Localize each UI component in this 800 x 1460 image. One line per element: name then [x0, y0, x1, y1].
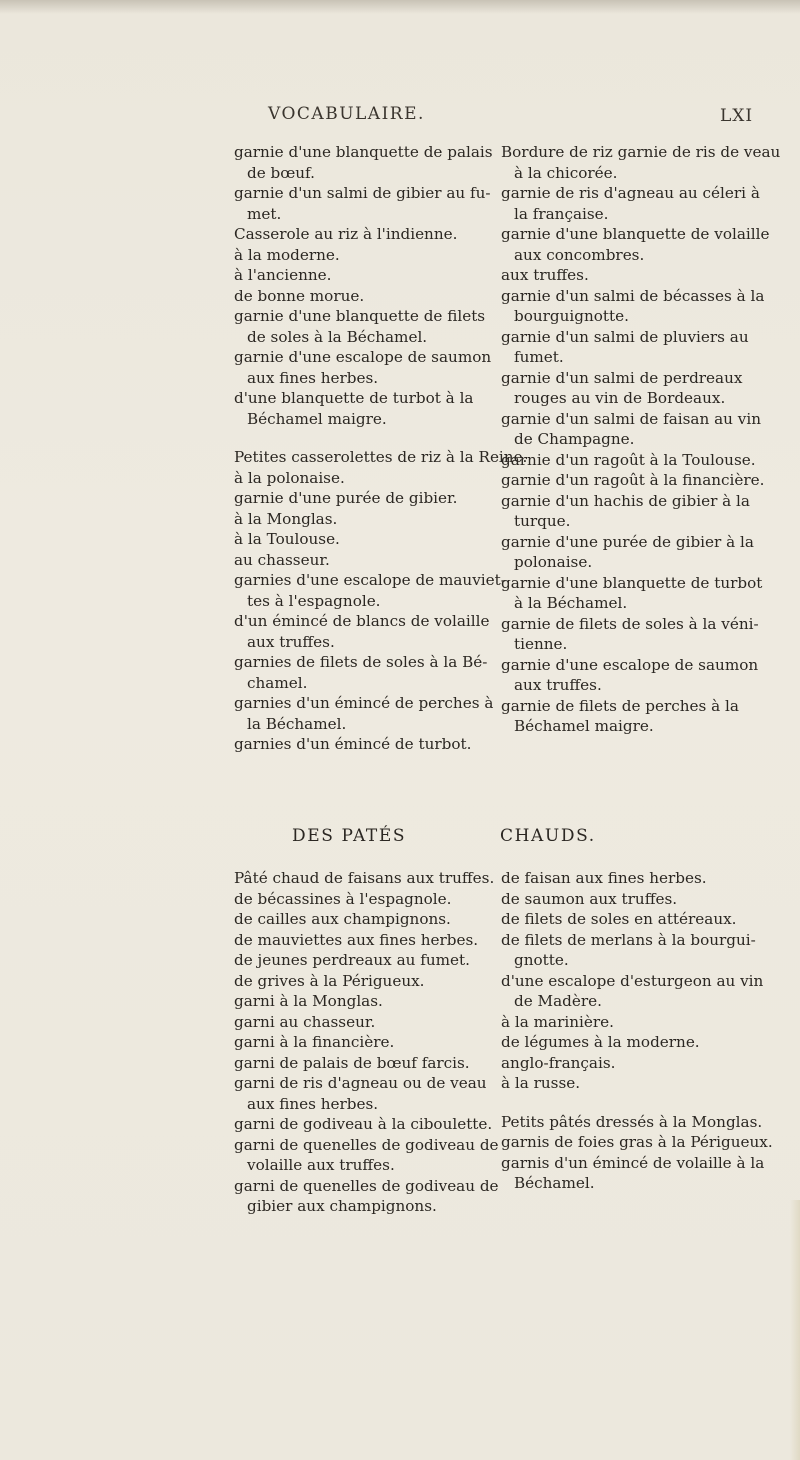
text-line: de faisan aux fines herbes. [501, 869, 707, 887]
section-heading-left: DES PATÉS [292, 826, 407, 846]
text-line: turque. [514, 512, 571, 530]
text-line: de saumon aux truffes. [501, 889, 678, 908]
text-line: garni de quenelles de godiveau de [234, 1176, 499, 1195]
text-line: Petits pâtés dressés à la Monglas. [501, 1112, 763, 1131]
text-line: la française. [514, 204, 609, 223]
column-top-left [234, 142, 534, 755]
text-line: garnie d'un salmi de pluviers au [501, 327, 749, 346]
text-line: de filets de soles en attéreaux. [501, 910, 737, 928]
text-line: Casserole au riz à l'indienne. [234, 225, 458, 243]
text-line: garnie d'une purée de gibier. [234, 489, 458, 507]
running-title: VOCABULAIRE. [268, 104, 425, 124]
text-line: garnie d'un ragoût à la Toulouse. [501, 450, 756, 469]
text-line: garni à la Monglas. [234, 992, 383, 1010]
text-line: volaille aux truffes. [247, 1156, 395, 1174]
text-line: de grives à la Périgueux. [234, 971, 425, 990]
text-line: garni de palais de bœuf farcis. [234, 1053, 470, 1072]
text-line: Petites casserolettes de riz à la Reine. [234, 448, 528, 466]
text-line: de cailles aux champignons. [234, 910, 451, 928]
text-line: garnie d'un hachis de gibier à la [501, 491, 750, 510]
text-line: tienne. [514, 635, 568, 653]
text-line: garnie de filets de perches à la [501, 696, 739, 715]
text-line: aux truffes. [247, 632, 335, 651]
text-line: garnie d'un salmi de bécasses à la [501, 286, 765, 305]
text-line: garnis d'un émincé de volaille à la [501, 1153, 765, 1172]
text-line: garnie d'une blanquette de volaille [501, 225, 770, 243]
text-line: à la marinière. [501, 1012, 614, 1031]
text-line: garnis de foies gras à la Périgueux. [501, 1133, 773, 1151]
text-line: à l'ancienne. [234, 266, 332, 284]
text-line: gnotte. [514, 951, 569, 969]
text-line: Pâté chaud de faisans aux truffes. [234, 869, 495, 887]
text-line: au chasseur. [234, 550, 330, 569]
text-line: garni de ris d'agneau ou de veau [234, 1074, 487, 1092]
text-line: la Béchamel. [247, 714, 347, 733]
text-line: garnie de filets de soles à la véni- [501, 614, 759, 633]
text-line: garnie d'un salmi de gibier au fu- [234, 184, 491, 202]
text-line: Bordure de riz garnie de ris de veau [501, 143, 781, 161]
text-line: de jeunes perdreaux au fumet. [234, 951, 470, 969]
text-line: garnie d'un salmi de perdreaux [501, 368, 743, 387]
text-line: garnie d'une escalope de saumon [501, 655, 759, 674]
text-line: garni de quenelles de godiveau de [234, 1135, 499, 1154]
text-line: de bœuf. [247, 163, 315, 182]
text-line: d'un émincé de blancs de volaille [234, 612, 490, 630]
text-line: garnie d'un ragoût à la financière. [501, 471, 765, 489]
text-line: de mauviettes aux fines herbes. [234, 930, 479, 949]
text-line: Béchamel maigre. [514, 717, 654, 735]
text-line: de bécassines à l'espagnole. [234, 889, 452, 908]
text-line: de Champagne. [514, 430, 635, 448]
text-line: d'une escalope d'esturgeon au vin [501, 971, 764, 990]
paragraph-gap [501, 1094, 791, 1112]
column-bottom-left [234, 868, 534, 1217]
text-line: garnies de filets de soles à la Bé- [234, 653, 488, 671]
text-line: de légumes à la moderne. [501, 1033, 700, 1051]
text-line: à la Monglas. [234, 509, 338, 528]
text-line: garnie de ris d'agneau au céleri à [501, 184, 760, 202]
text-line: à la polonaise. [234, 468, 345, 487]
column-top-right [501, 142, 791, 737]
text-line: à la moderne. [234, 245, 340, 264]
text-line: garnie d'une blanquette de palais [234, 143, 493, 161]
text-line: aux fines herbes. [247, 1094, 379, 1113]
text-line: à la russe. [501, 1074, 581, 1092]
text-line: garnie d'une blanquette de turbot [501, 573, 763, 592]
text-line: à la chicorée. [514, 163, 618, 182]
text-line: d'une blanquette de turbot à la [234, 389, 474, 407]
column-bottom-right [501, 868, 791, 1194]
text-line: polonaise. [514, 553, 593, 571]
text-line: à la Toulouse. [234, 530, 340, 548]
text-line: aux fines herbes. [247, 368, 379, 387]
text-line: garnies d'un émincé de turbot. [234, 735, 472, 753]
text-line: met. [247, 204, 282, 223]
text-line: de soles à la Béchamel. [247, 327, 428, 346]
text-line: à la Béchamel. [514, 594, 628, 612]
text-line: Béchamel maigre. [247, 409, 387, 428]
page-header [0, 104, 800, 130]
text-line: fumet. [514, 348, 564, 366]
text-line: bourguignotte. [514, 307, 629, 325]
text-line: aux concombres. [514, 245, 645, 264]
text-line: garni à la financière. [234, 1033, 395, 1051]
page-number: LXI [720, 106, 754, 126]
text-line: Béchamel. [514, 1174, 595, 1192]
text-line: de Madère. [514, 992, 602, 1010]
text-line: garnie d'une purée de gibier à la [501, 532, 754, 551]
text-line: rouges au vin de Bordeaux. [514, 389, 726, 407]
text-line: garnie d'une blanquette de filets [234, 307, 486, 325]
text-line: aux truffes. [501, 266, 589, 284]
text-line: de filets de merlans à la bourgui- [501, 930, 756, 949]
text-line: garnie d'un salmi de faisan au vin [501, 409, 761, 428]
text-line: garnies d'un émincé de perches à [234, 694, 494, 712]
text-line: gibier aux champignons. [247, 1197, 437, 1215]
text-line: tes à l'espagnole. [247, 591, 381, 610]
text-line: garnie d'une escalope de saumon [234, 348, 492, 366]
section-heading-right: CHAUDS. [500, 826, 596, 846]
page-top-shadow [0, 0, 800, 14]
text-line: garni au chasseur. [234, 1012, 376, 1031]
page-edge-stain [790, 1200, 800, 1460]
paragraph-gap [234, 429, 534, 447]
text-line: aux truffes. [514, 676, 602, 694]
text-line: garni de godiveau à la ciboulette. [234, 1115, 493, 1133]
text-line: de bonne morue. [234, 286, 365, 305]
text-line: anglo-français. [501, 1053, 616, 1072]
text-line: chamel. [247, 673, 308, 692]
text-line: garnies d'une escalope de mauviet- [234, 571, 506, 589]
